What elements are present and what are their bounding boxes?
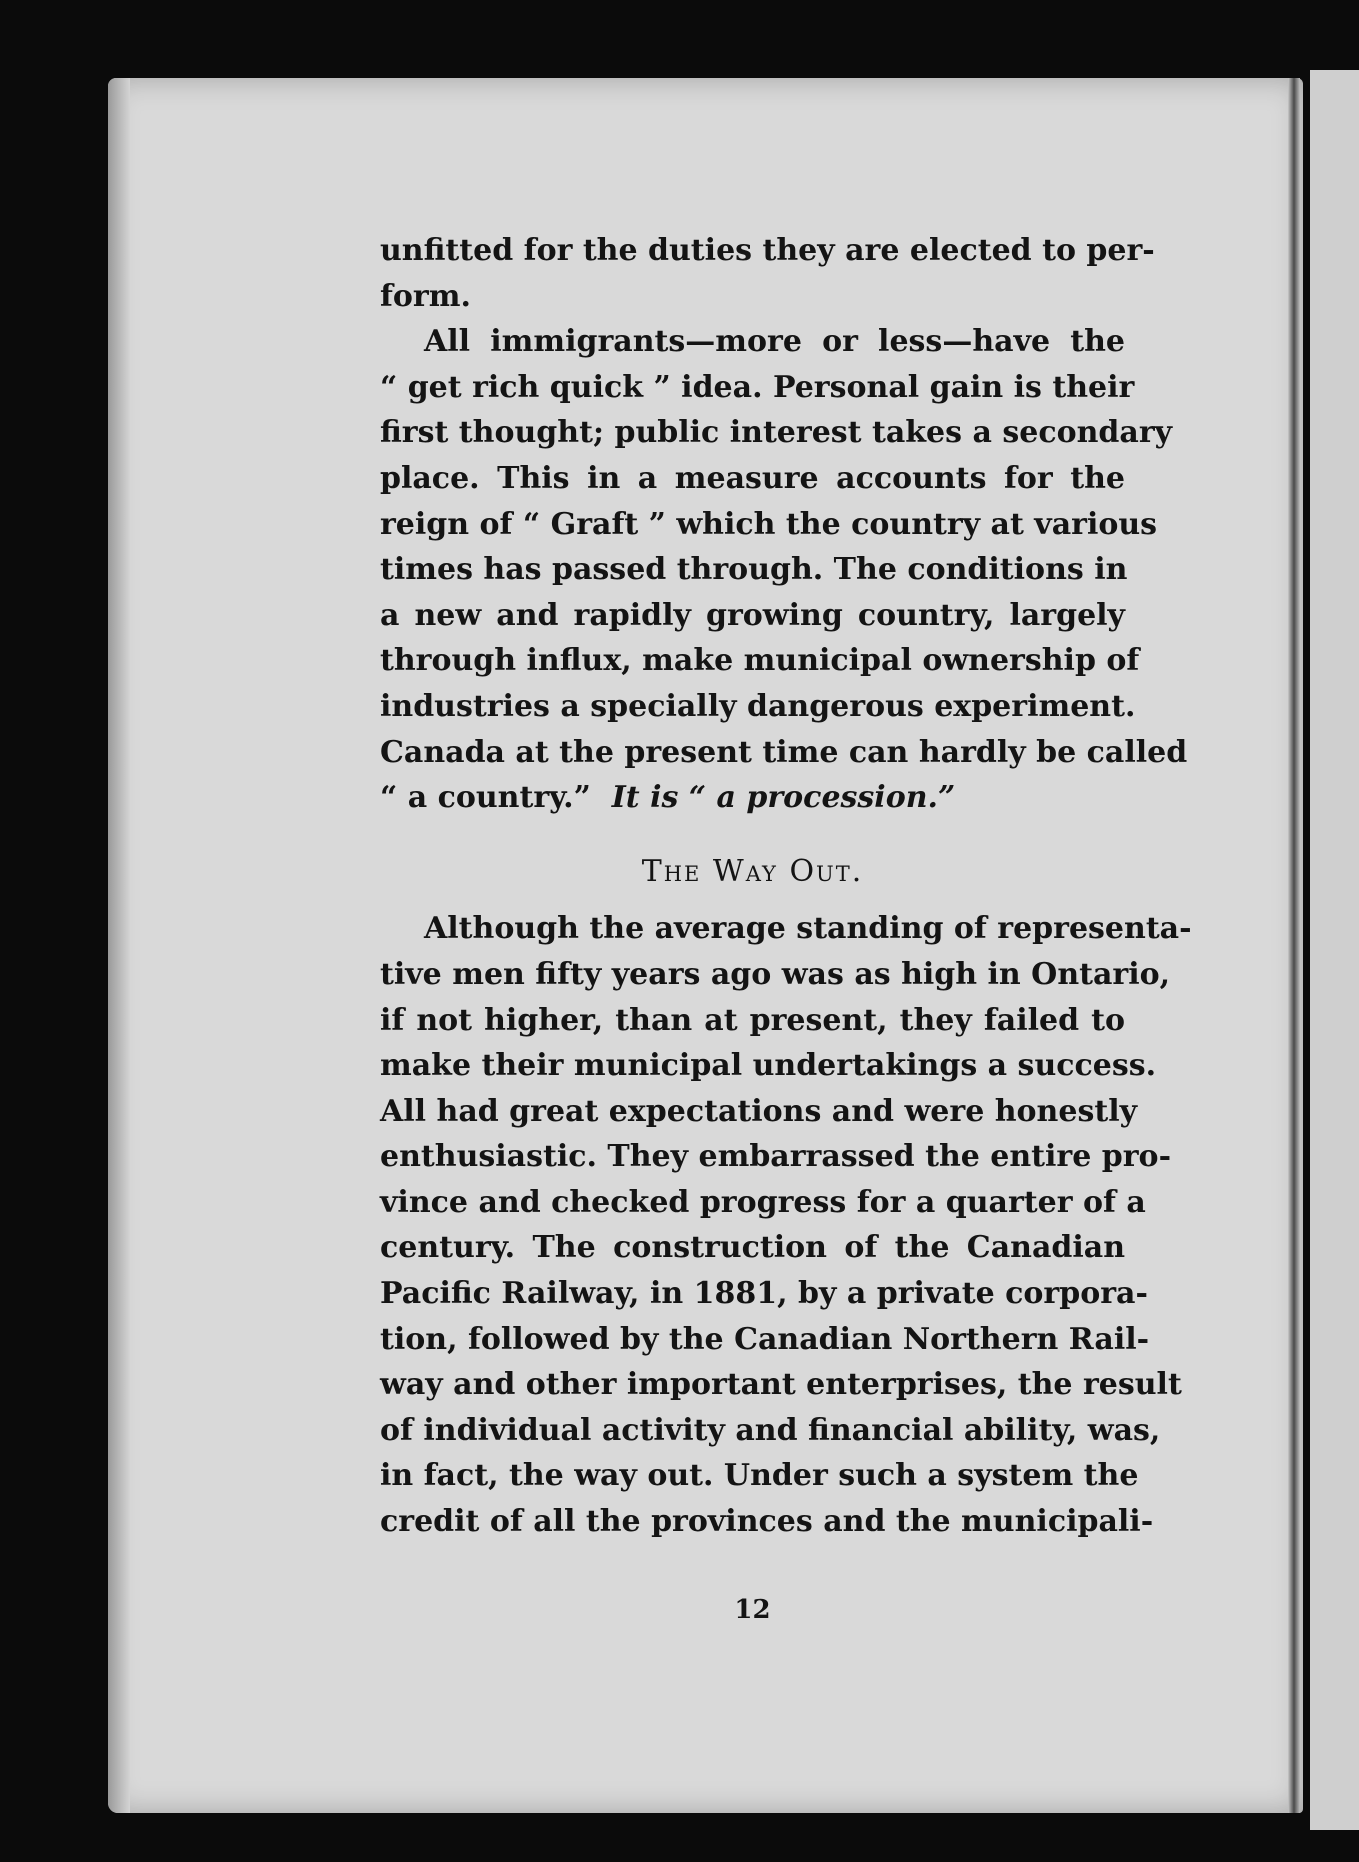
section-heading: The Way Out. [641,853,864,889]
text-line: of individual activity and financial ability, was, [380,1412,1161,1448]
text-line: reign of “ Graft ” which the country at various [380,506,1158,542]
page-gutter [1288,78,1300,1813]
text-line: times has passed through. The conditions in [380,552,1128,588]
text-line: enthusiastic. They embarrassed the entire pro- [380,1139,1172,1175]
text-line: make their municipal undertakings a success. [380,1048,1157,1084]
facing-page-edge [1310,70,1359,1830]
paragraph-2 [380,319,1188,821]
text-line: century. The construction of the Canadian [380,1230,1125,1266]
text-line: tive men fifty years ago was as high in Ontario, [380,956,1171,992]
text-line: form. [380,278,471,314]
text-line: in fact, the way out. Under such a system the [380,1458,1139,1494]
text-line: All had great expectations and were honestly [380,1093,1138,1129]
page-number: 12 [734,1595,771,1625]
text-line: tion, followed by the Canadian Northern Rail- [380,1321,1150,1357]
page-left-edge [108,78,130,1813]
text-line: a new and rapidly growing country, largely [380,597,1125,633]
text-line: place. This in a measure accounts for the [380,460,1125,496]
italic-quote: It is “ a procession.” [611,780,956,816]
text-line: Pacific Railway, in 1881, by a private corpora- [380,1276,1148,1312]
text-line: Although the average standing of representa- [424,911,1192,947]
text-line: unfitted for the duties they are elected to per- [380,233,1155,268]
text-line: industries a specially dangerous experiment. [380,688,1136,724]
text-line: if not higher, than at present, they failed to [380,1002,1125,1038]
text-line: way and other important enterprises, the result [380,1367,1182,1403]
text-line: vince and checked progress for a quarter of a [380,1184,1146,1220]
text-line [380,775,1125,821]
page-text-block [380,228,1192,1625]
text-line: All immigrants—more or less—have the [424,324,1125,360]
text-line: Canada at the present time can hardly be called [380,734,1188,770]
quoted-text: “ a country.” [380,780,591,816]
text-line: credit of all the provinces and the municipali- [380,1504,1154,1540]
text-line: first thought; public interest takes a secondary [380,415,1173,451]
text-line: through influx, make municipal ownership of [380,643,1140,679]
paragraph-3 [380,906,1192,1544]
paragraph-1 [380,228,1155,319]
text-line: “ get rich quick ” idea. Personal gain is their [380,369,1135,405]
